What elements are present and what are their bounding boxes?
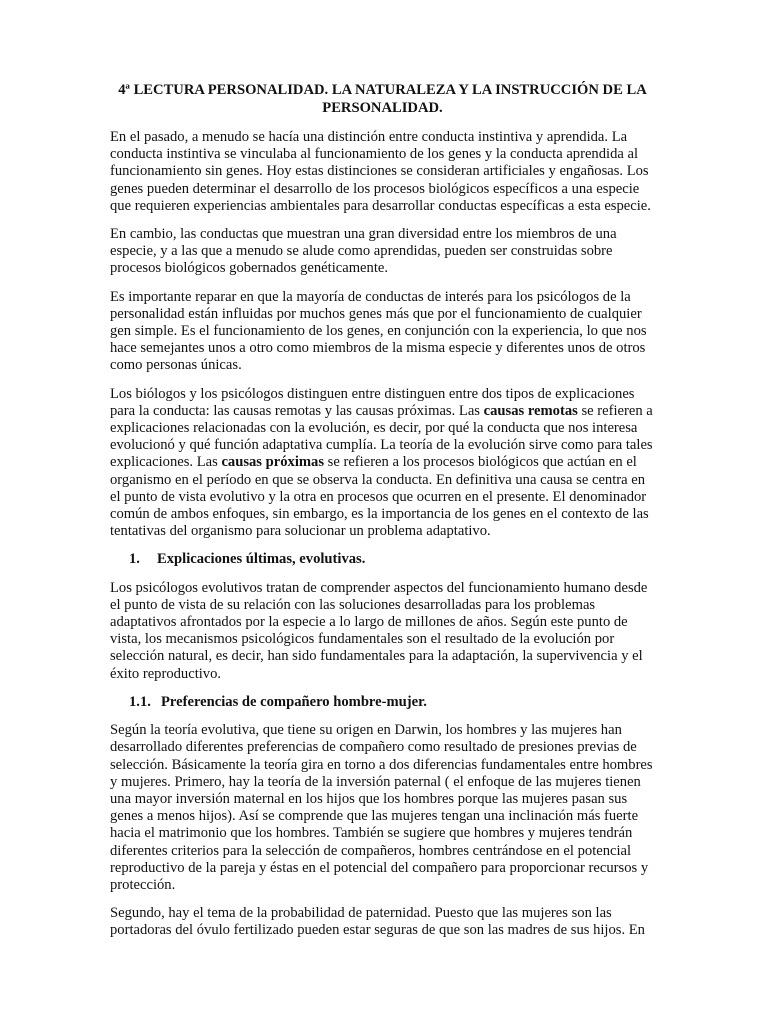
term-causas-proximas: causas próximas [221,454,325,471]
paragraph-6: Según la teoría evolutiva, que tiene su origen en Darwin, los hombres y las mujeres han desarrollado diferentes preferencias de compañero como resultado de presiones previas de selección. Básicamente la teoría gira en torno a dos diferencias fundamentales entre hombres y mujeres. Primero, hay la teoría de la inversión paternal ( el enfoque de las mujeres tienen una mayor inversión maternal en los hijos que los hombres porque las mujeres pasan sus genes a menos hijos). Así se comprende que las mujeres tengan una inclinación más fuerte hacia el matrimonio que los hombres. También se sugiere que hombres y mujeres tendrán diferentes criterios para la selección de compañeros, hombres centrándose en el potencial reproductivo de la pareja y éstas en el potencial del compañero para proporcionar recursos y protección. [110,722,653,893]
term-causas-remotas: causas remotas [483,402,578,419]
paragraph-1: En el pasado, a menudo se hacía una distinción entre conducta instintiva y aprendida. La conducta instintiva se vinculaba al funcionamiento de los genes y la conducta aprendida al funcionamiento sin genes. Hoy estas distinciones se consideran artificiales y engañosas. Los genes pueden determinar el desarrollo de los procesos biológicos específicos a una especie que requieren experiencias ambientales para desarrollar conductas específicas a esta especie. [110,129,651,214]
section-heading-1-1 [110,694,655,711]
paragraph-4-text-b: se refieren a explicaciones relacionadas con la evolución, es decir, por qué la conducta que nos interesa evolucionó y qué función adaptativa cumplía. La teoría de la evolución sirve como para tales explicaciones. Las [110,402,653,471]
paragraph-4 [110,386,655,541]
paragraph-2: En cambio, las conductas que muestran una gran diversidad entre los miembros de una especie, y a las que a menudo se alude como aprendidas, pueden ser construidas sobre procesos biológicos gobernados genéticamente. [110,226,617,277]
section-heading-1 [110,551,655,568]
subsection-title: Preferencias de compañero hombre-mujer. [161,693,427,710]
paragraph-7: Segundo, hay el tema de la probabilidad de paternidad. Puesto que las mujeres son las portadoras del óvulo fertilizado pueden estar seguras de que son las madres de sus hijos. En [110,905,645,939]
paragraph-4-text-a: Los biólogos y los psicólogos distinguen entre distinguen entre dos tipos de explicaciones para la conducta: las causas remotas y las causas próximas. Las [110,385,635,419]
subsection-number: 1.1. [129,693,151,710]
section-number: 1. [129,551,140,568]
paragraph-4-text-c: se refieren a los procesos biológicos que actúan en el organismo en el período en que se observa la conducta. En definitiva una causa se centra en el punto de vista evolutivo y la otra en procesos que ocurren en el presente. El denominador común de ambos enfoques, sin embargo, es la importancia de los genes en el contexto de las tentativas del organismo para solucionar un problema adaptativo. [110,454,649,540]
document-page [110,82,655,951]
document-title: 4ª LECTURA PERSONALIDAD. LA NATURALEZA Y LA INSTRUCCIÓN DE LA PERSONALIDAD. [118,82,647,116]
paragraph-5: Los psicólogos evolutivos tratan de comprender aspectos del funcionamiento humano desde el punto de vista de su relación con las soluciones desarrolladas para los problemas adaptativos afrontados por la especie a lo largo de millones de años. Según este punto de vista, los mecanismos psicológicos fundamentales son el resultado de la evolución por selección natural, es decir, han sido fundamentales para la adaptación, la supervivencia y el éxito reproductivo. [110,579,648,682]
paragraph-3: Es importante reparar en que la mayoría de conductas de interés para los psicólogos de la personalidad están influidas por muchos genes más que por el funcionamiento de cualquier gen simple. Es el funcionamiento de los genes, en conjunción con la experiencia, lo que nos hace semejantes unos a otro como miembros de la misma especie y diferentes unos de otros como personas únicas. [110,288,647,374]
section-title: Explicaciones últimas, evolutivas. [157,551,366,568]
